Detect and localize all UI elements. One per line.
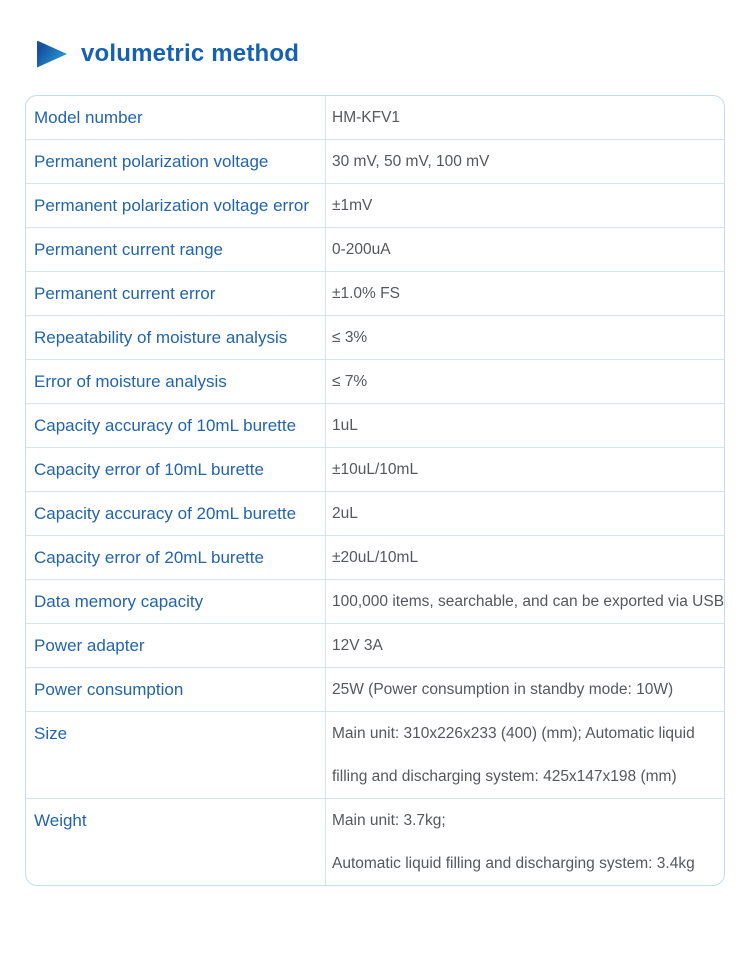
table-row (26, 139, 724, 183)
table-row (26, 535, 724, 579)
spec-label-cell (26, 140, 326, 183)
spec-value-cell (326, 712, 724, 798)
spec-label-cell (26, 580, 326, 623)
spec-label-cell (26, 799, 326, 885)
spec-table (25, 95, 725, 886)
spec-label: Power adapter (34, 635, 145, 655)
table-row (26, 359, 724, 403)
table-row (26, 96, 724, 139)
spec-value-cell (326, 580, 725, 623)
spec-label-cell (26, 360, 326, 403)
spec-label: Error of moisture analysis (34, 371, 227, 391)
table-row (26, 491, 724, 535)
spec-label: Data memory capacity (34, 591, 204, 611)
spec-label: Permanent current error (34, 283, 216, 303)
spec-value-cell (326, 228, 724, 271)
spec-label-cell (26, 96, 326, 139)
spec-value: ≤ 7% (332, 372, 368, 390)
spec-value: ±1mV (332, 196, 373, 214)
table-row (26, 227, 724, 271)
spec-value-cell (326, 668, 724, 711)
spec-label-cell (26, 536, 326, 579)
spec-value: Main unit: 3.7kg; (332, 811, 446, 829)
table-row (26, 711, 724, 798)
spec-label-cell (26, 272, 326, 315)
spec-value: 1uL (332, 416, 358, 434)
spec-value-cell (326, 272, 724, 315)
spec-label-cell (26, 448, 326, 491)
spec-value: 12V 3A (332, 636, 383, 654)
spec-label: Capacity error of 20mL burette (34, 547, 264, 567)
spec-label: Weight (34, 810, 87, 830)
spec-value: HM-KFV1 (332, 108, 401, 126)
spec-value: 30 mV, 50 mV, 100 mV (332, 152, 490, 170)
table-row (26, 183, 724, 227)
table-row (26, 667, 724, 711)
spec-value: ≤ 3% (332, 328, 368, 346)
spec-label: Permanent current range (34, 239, 223, 259)
spec-value: 2uL (332, 504, 358, 522)
play-triangle-icon (37, 41, 67, 68)
spec-label: Repeatability of moisture analysis (34, 327, 288, 347)
spec-label: Permanent polarization voltage error (34, 195, 309, 215)
spec-value: 100,000 items, searchable, and can be exported via USB (332, 592, 725, 610)
spec-value-cell (326, 404, 724, 447)
spec-value-cell (326, 536, 724, 579)
spec-label: Size (34, 723, 68, 743)
section-header (0, 0, 750, 68)
spec-label-cell (26, 316, 326, 359)
spec-label: Capacity accuracy of 20mL burette (34, 503, 297, 523)
spec-value: filling and discharging system: 425x147x198 (mm) (332, 767, 677, 785)
spec-label: Capacity accuracy of 10mL burette (34, 415, 297, 435)
table-row (26, 579, 724, 623)
spec-value-cell (326, 492, 724, 535)
spec-value: Automatic liquid filling and discharging system: 3.4kg (332, 854, 695, 872)
spec-label-cell (26, 492, 326, 535)
spec-value-cell (326, 624, 724, 667)
spec-value: ±10uL/10mL (332, 460, 419, 478)
spec-label: Permanent polarization voltage (34, 151, 269, 171)
table-row (26, 798, 724, 885)
spec-value: ±20uL/10mL (332, 548, 419, 566)
spec-label-cell (26, 404, 326, 447)
spec-label-cell (26, 228, 326, 271)
spec-value-cell (326, 316, 724, 359)
spec-label-cell (26, 184, 326, 227)
table-row (26, 315, 724, 359)
spec-value: 0-200uA (332, 240, 391, 258)
table-row (26, 403, 724, 447)
spec-value-cell (326, 799, 724, 885)
spec-value-cell (326, 184, 724, 227)
spec-value: 25W (Power consumption in standby mode: 10W) (332, 680, 674, 698)
spec-value: Main unit: 310x226x233 (400) (mm); Automatic liquid (332, 724, 695, 742)
table-row (26, 623, 724, 667)
spec-value-cell (326, 448, 724, 491)
spec-value: ±1.0% FS (332, 284, 400, 302)
spec-label-cell (26, 624, 326, 667)
spec-value-cell (326, 140, 724, 183)
spec-label: Power consumption (34, 679, 184, 699)
section-title: volumetric method (81, 40, 300, 67)
spec-value-cell (326, 360, 724, 403)
spec-label-cell (26, 668, 326, 711)
spec-label: Capacity error of 10mL burette (34, 459, 264, 479)
spec-label: Model number (34, 107, 143, 127)
spec-value-cell (326, 96, 724, 139)
table-row (26, 271, 724, 315)
spec-label-cell (26, 712, 326, 798)
table-row (26, 447, 724, 491)
